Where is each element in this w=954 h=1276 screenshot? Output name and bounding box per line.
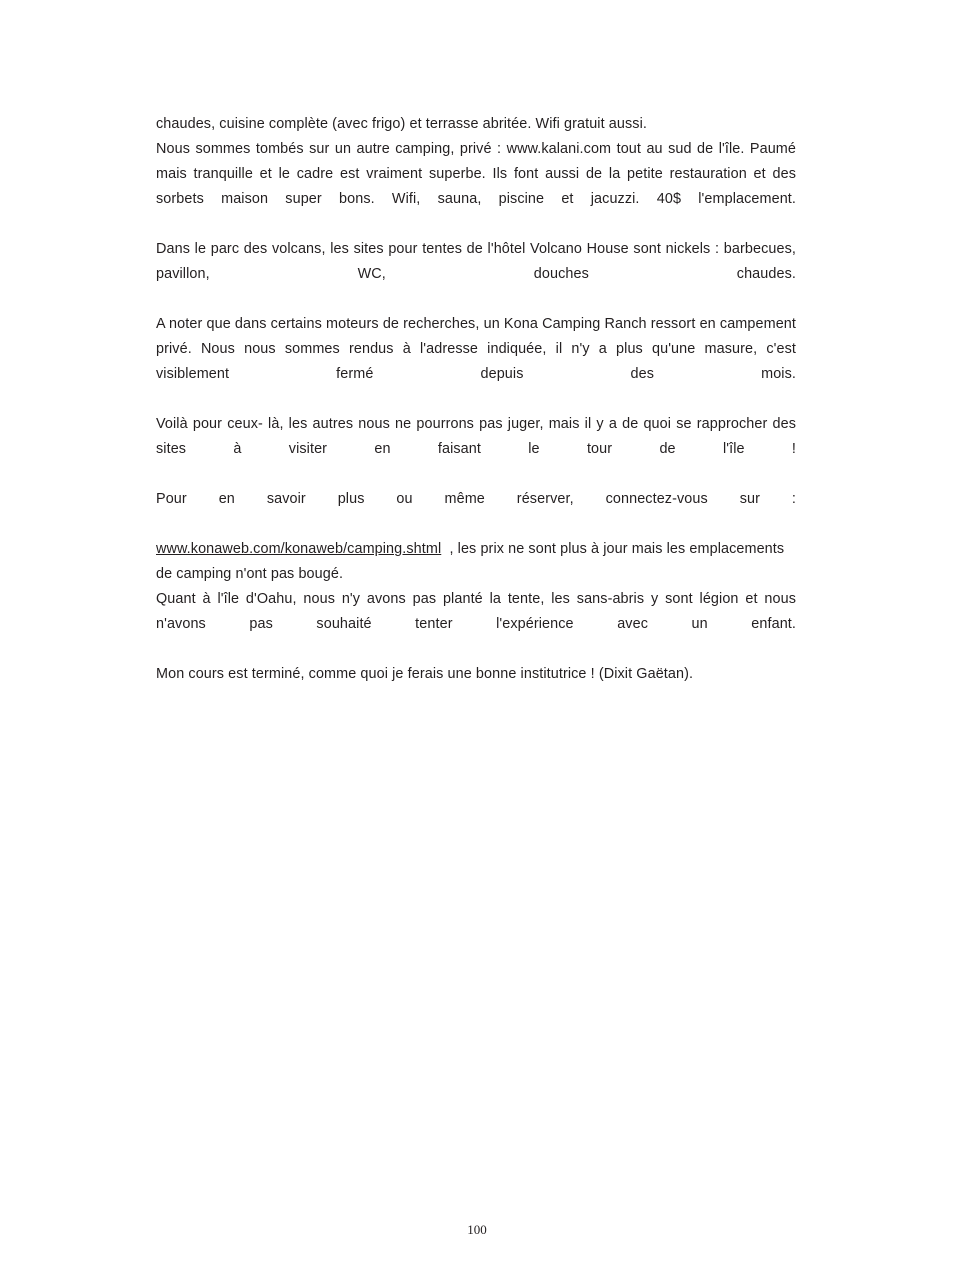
paragraph-8: Mon cours est terminé, comme quoi je ferais une bonne institutrice ! (Dixit Gaëtan). xyxy=(156,666,694,682)
paragraph-6-link-line xyxy=(156,537,796,587)
page-body xyxy=(156,112,796,687)
page-number: 100 xyxy=(467,1222,487,1237)
paragraph-6-intro: Pour en savoir plus ou même réserver, connectez-vous sur : xyxy=(156,491,796,507)
paragraph-4: A noter que dans certains moteurs de recherches, un Kona Camping Ranch ressort en campement privé. Nous nous sommes rendus à l'adresse indiquée, il n'y a plus qu'une masure, c'est visiblement fermé depuis des mois. xyxy=(156,316,796,382)
paragraph-1: chaudes, cuisine complète (avec frigo) et terrasse abritée. Wifi gratuit aussi. xyxy=(156,116,647,132)
paragraph-7: Quant à l'île d'Oahu, nous n'y avons pas planté la tente, les sans-abris y sont légion et nous n'avons pas souhaité tenter l'expérience avec un enfant. xyxy=(156,591,796,632)
paragraph-6-after-link: , les prix ne sont plus à jour mais les emplacements de camping n'ont pas bougé. xyxy=(156,541,785,582)
paragraph-5: Voilà pour ceux- là, les autres nous ne pourrons pas juger, mais il y a de quoi se rapprocher des sites à visiter en faisant le tour de l'île ! xyxy=(156,416,796,457)
paragraph-3: Dans le parc des volcans, les sites pour tentes de l'hôtel Volcano House sont nickels : barbecues, pavillon, WC, douches chaudes. xyxy=(156,241,796,282)
paragraph-2: Nous sommes tombés sur un autre camping, privé : www.kalani.com tout au sud de l'île. Paumé mais tranquille et le cadre est vraiment superbe. Ils font aussi de la petite restauration et des sorbets maison super bons. Wifi, sauna, piscine et jacuzzi. 40$ l'emplacement. xyxy=(156,141,796,207)
konaweb-camping-link[interactable]: www.konaweb.com/konaweb/camping.shtml xyxy=(156,541,442,557)
